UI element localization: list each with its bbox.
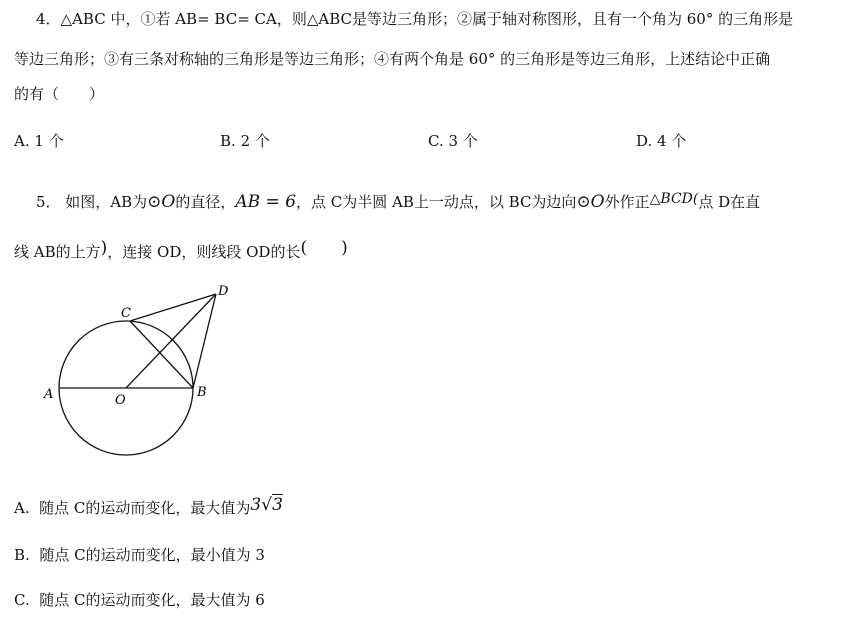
close-paren: ) [100, 238, 108, 258]
q4-line-1: 4．△ABC 中，①若 AB= BC= CA，则△ABC是等边三角形；②属于轴对称图形，且有一个角为 60° 的三角形是 [36, 10, 794, 28]
circle-o-symbol: ⊙O [147, 192, 176, 212]
triangle-bcd: △BCD( [649, 191, 699, 207]
q5-option-a[interactable]: A. 随点 C的运动而变化，最大值为3√3 [14, 495, 283, 517]
label-b: B [197, 385, 207, 400]
q5-text-7: ，连接 OD，则线段 OD的长 [107, 243, 301, 261]
segment-db [193, 294, 216, 388]
q5-text-6: 线 AB的上方 [14, 243, 101, 261]
q5-line-2 [14, 238, 348, 262]
answer-paren: ( ) [300, 238, 348, 258]
q4-option-a[interactable]: A. 1 个 [14, 132, 64, 150]
q4-option-b[interactable]: B. 2 个 [220, 132, 270, 150]
q4-line-2: 等边三角形；③有三条对称轴的三角形是等边三角形；④有两个角是 60° 的三角形是等边三角形，上述结论中正确 [14, 50, 771, 68]
q5-text-3: ，点 C为半圆 AB上一动点，以 BC为边向 [296, 193, 577, 211]
label-c: C [121, 306, 131, 321]
q5-option-b[interactable]: B. 随点 C的运动而变化，最小值为 3 [14, 546, 265, 564]
q4-line-3: 的有（ ） [14, 85, 105, 103]
q5-option-c[interactable]: C. 随点 C的运动而变化，最大值为 6 [14, 591, 265, 609]
ab-equals-6: AB = 6 [235, 192, 297, 212]
q5-text-4: 外作正 [604, 193, 650, 211]
q4-option-c[interactable]: C. 3 个 [428, 132, 478, 150]
label-o: O [115, 393, 126, 408]
q5-text-5: 点 D在直 [698, 193, 761, 211]
q5-line-1 [36, 189, 760, 212]
q5-text-1: 5． 如图，AB为 [36, 193, 148, 211]
label-d: D [218, 284, 229, 299]
circle-o-symbol-2: ⊙O [576, 192, 605, 212]
q4-option-d[interactable]: D. 4 个 [636, 132, 687, 150]
q5-text-2: 的直径， [175, 193, 236, 211]
three-sqrt-three: 3√3 [250, 495, 283, 515]
label-a: A [44, 387, 54, 402]
geometry-figure [40, 280, 280, 470]
